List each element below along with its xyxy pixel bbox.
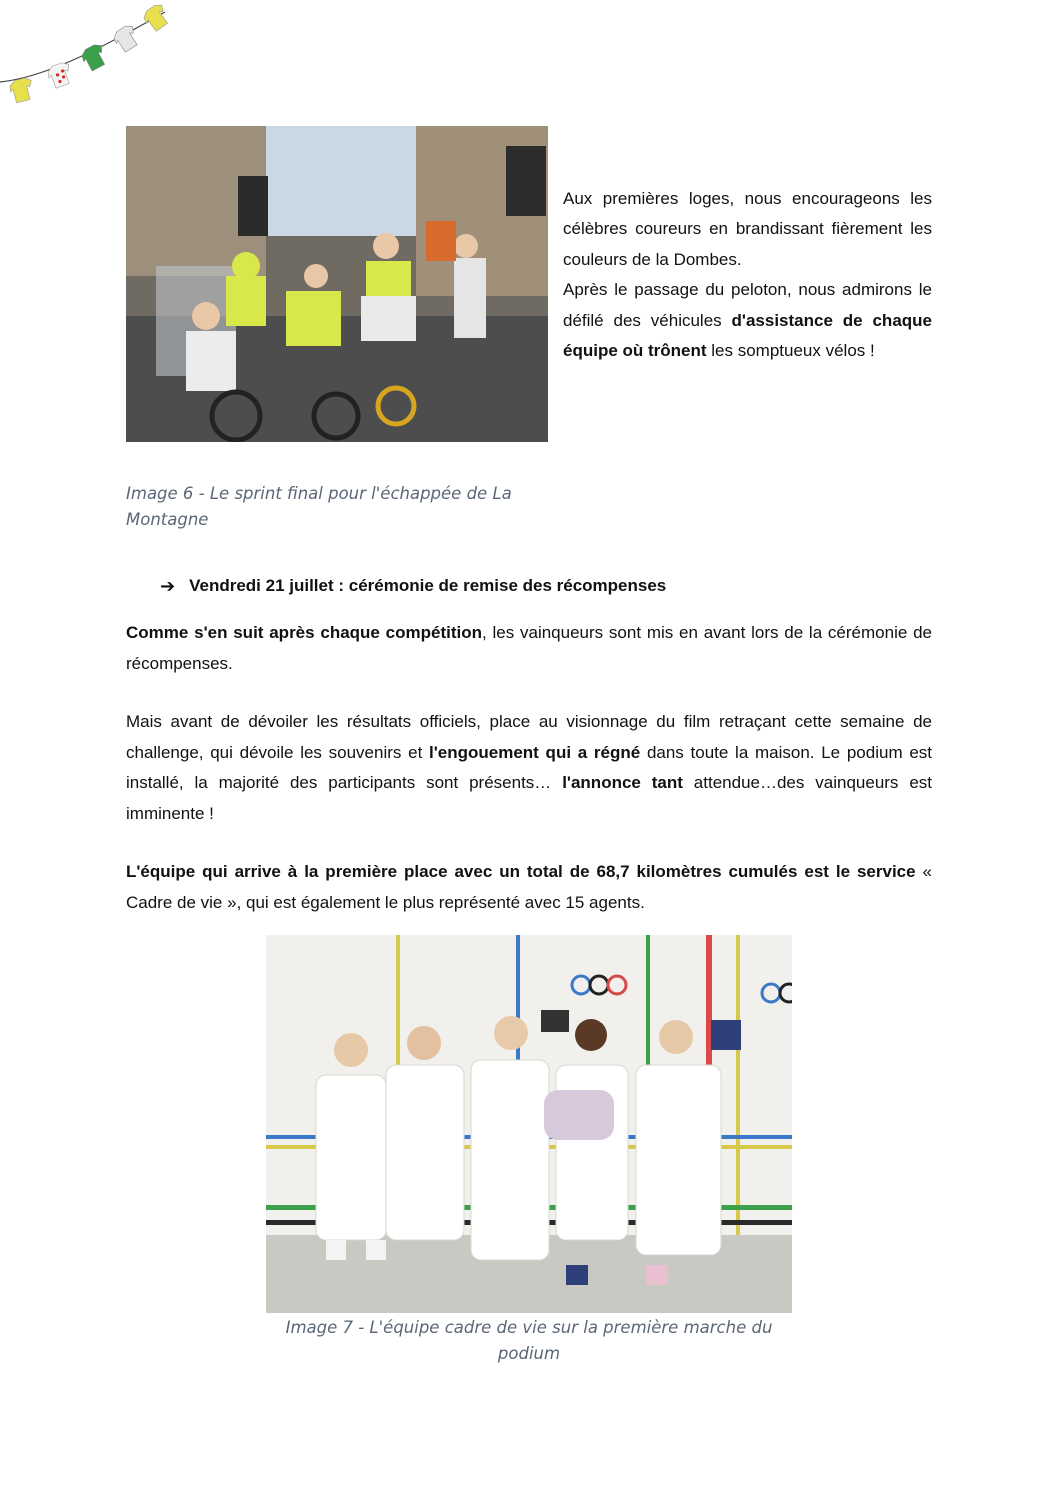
paragraph-film: Mais avant de dévoiler les résultats officiels, place au visionnage du film retraçant cette semaine de challenge, qui dévoile les souvenirs et l'engouement qui a régné dans toute la maison. Le podium est installé, la majorité des participants sont présents… l'annonce tant attendue…des vainqueurs est imminente ! — [126, 712, 932, 823]
jersey-garland — [0, 0, 190, 120]
photo-sprint-final — [126, 126, 548, 442]
polka-dot-jersey-icon — [46, 61, 75, 90]
heading-text: Vendredi 21 juillet : cérémonie de remise des récompenses — [189, 576, 667, 595]
caption-image-6: Image 6 - Le sprint final pour l'échappée de La Montagne — [126, 484, 512, 529]
side-paragraph — [563, 184, 932, 366]
green-jersey-icon — [79, 42, 110, 72]
arrow-right-icon: ➔ — [160, 576, 176, 596]
paragraph-encouragement: Aux premières loges, nous encourageons les célèbres coureurs en brandissant fièrement les couleurs de la Dombes. — [563, 189, 932, 269]
paragraph-winners: L'équipe qui arrive à la première place avec un total de 68,7 kilomètres cumulés est le service « Cadre de vie », qui est également le plus représenté avec 15 agents. — [126, 862, 932, 912]
section-heading — [160, 576, 666, 596]
paragraph-ceremony: Comme s'en suit après chaque compétition, les vainqueurs sont mis en avant lors de la cérémonie de récompenses. — [126, 623, 932, 673]
paragraph-peloton: Après le passage du peloton, nous admirons le défilé des véhicules d'assistance de chaque équipe où trônent les somptueux vélos ! — [563, 280, 932, 361]
caption-image-7: Image 7 - L'équipe cadre de vie sur la première marche du podium — [285, 1318, 773, 1363]
yellow-jersey-icon — [141, 2, 173, 33]
photo-team-podium — [266, 935, 792, 1313]
